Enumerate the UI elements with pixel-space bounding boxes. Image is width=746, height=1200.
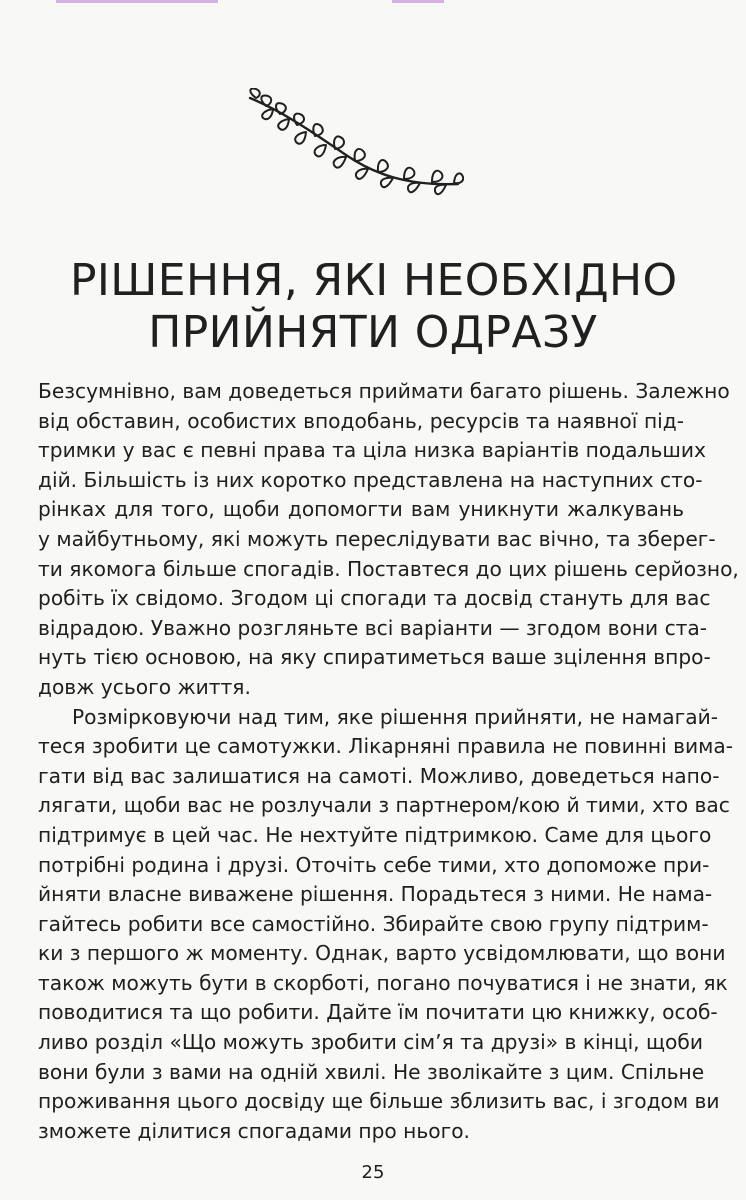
paragraph-2-line-4: лягати, щоби вас не розлучали з партнером/кою й тими, хто вас bbox=[38, 793, 730, 818]
paragraph-1-line-8: робіть їх свідомо. Згодом ці спогади та досвід стануть для вас bbox=[38, 586, 711, 611]
paragraph-2-line-12: ливо розділ «Що можуть зробити сім’я та друзі» в кінці, щоби bbox=[38, 1030, 703, 1055]
paragraph-1-line-4: дій. Більшість із них коротко представлена на наступних сто- bbox=[38, 467, 703, 492]
paragraph-2-line-10: також можуть бути в скорботі, погано почуватися і не знати, як bbox=[38, 970, 728, 995]
paragraph-1-line-11: довж усього життя. bbox=[38, 674, 251, 699]
page-number: 25 bbox=[361, 1162, 385, 1183]
paragraph-1-line-1: Безсумнівно, вам доведеться приймати багато рішень. Залежно bbox=[38, 379, 730, 403]
paragraph-1-line-9: відрадою. Уважно розгляньте всі варіанти — згодом вони ста- bbox=[38, 615, 708, 640]
paragraph-2-line-5: підтримує в цей час. Не нехтуйте підтримкою. Саме для цього bbox=[38, 822, 712, 847]
paragraph-2-line-2: теся зробити це самотужки. Лікарняні правила не повинні вима- bbox=[38, 734, 734, 759]
paragraph-2-line-13: вони були з вами на одній хвилі. Не зволікайте з цим. Спільне bbox=[38, 1059, 705, 1084]
top-mark-left bbox=[56, 0, 218, 3]
paragraph-1-line-7: ти якомога більше спогадів. Поставтеся до цих рішень серйозно, bbox=[38, 556, 739, 581]
paragraph-1-line-6: у майбутньому, які можуть переслідувати вас вічно, та зберег- bbox=[38, 526, 716, 551]
paragraph-1-line-3: тримки у вас є певні права та ціла низка варіантів подальших bbox=[38, 438, 706, 463]
chapter-title bbox=[70, 255, 676, 359]
paragraph-2-line-9: ки з першого ж моменту. Однак, варто усвідомлювати, що вони bbox=[38, 941, 726, 966]
paragraph-1-line-5: рінках для того, щоби допомогти вам уникнути жалкувань bbox=[38, 497, 684, 522]
paragraph-1-line-2: від обставин, особистих вподобань, ресурсів та наявної під- bbox=[38, 408, 684, 433]
paragraph-2-line-11: поводитися та що робити. Дайте їм почитати цю книжку, особ- bbox=[38, 1000, 718, 1025]
paragraph-2-line-15: зможете ділитися спогадами про нього. bbox=[38, 1118, 470, 1143]
top-mark-right bbox=[392, 0, 444, 3]
paragraph-1 bbox=[38, 377, 739, 703]
paragraph-2-line-7: йняти власне виважене рішення. Порадьтеся з ними. Не нама- bbox=[38, 882, 713, 907]
paragraph-2-line-8: гайтесь робити все самостійно. Збирайте свою групу підтрим- bbox=[38, 911, 709, 936]
paragraph-1-line-10: нуть тією основою, на яку спиратиметься ваше зцілення впро- bbox=[38, 645, 711, 670]
chapter-title-line-1: РІШЕННЯ, ЯКІ НЕОБХІДНО bbox=[70, 255, 678, 307]
paragraph-2-line-6: потрібні родина і друзі. Оточіть себе тими, хто допоможе при- bbox=[38, 852, 710, 877]
body-text bbox=[38, 377, 739, 1146]
top-edge-marks bbox=[0, 0, 746, 10]
laurel-branch-icon bbox=[242, 88, 464, 206]
paragraph-2-line-14: проживання цього досвіду ще більше зблизить вас, і згодом ви bbox=[38, 1089, 720, 1114]
paragraph-2 bbox=[38, 703, 734, 1147]
paragraph-2-line-1: Розмірковуючи над тим, яке рішення прийняти, не намагай- bbox=[72, 704, 718, 729]
paragraph-2-line-3: гати від вас залишатися на самоті. Можливо, доведеться напо- bbox=[38, 763, 720, 788]
chapter-title-line-2: ПРИЙНЯТИ ОДРАЗУ bbox=[148, 307, 598, 359]
